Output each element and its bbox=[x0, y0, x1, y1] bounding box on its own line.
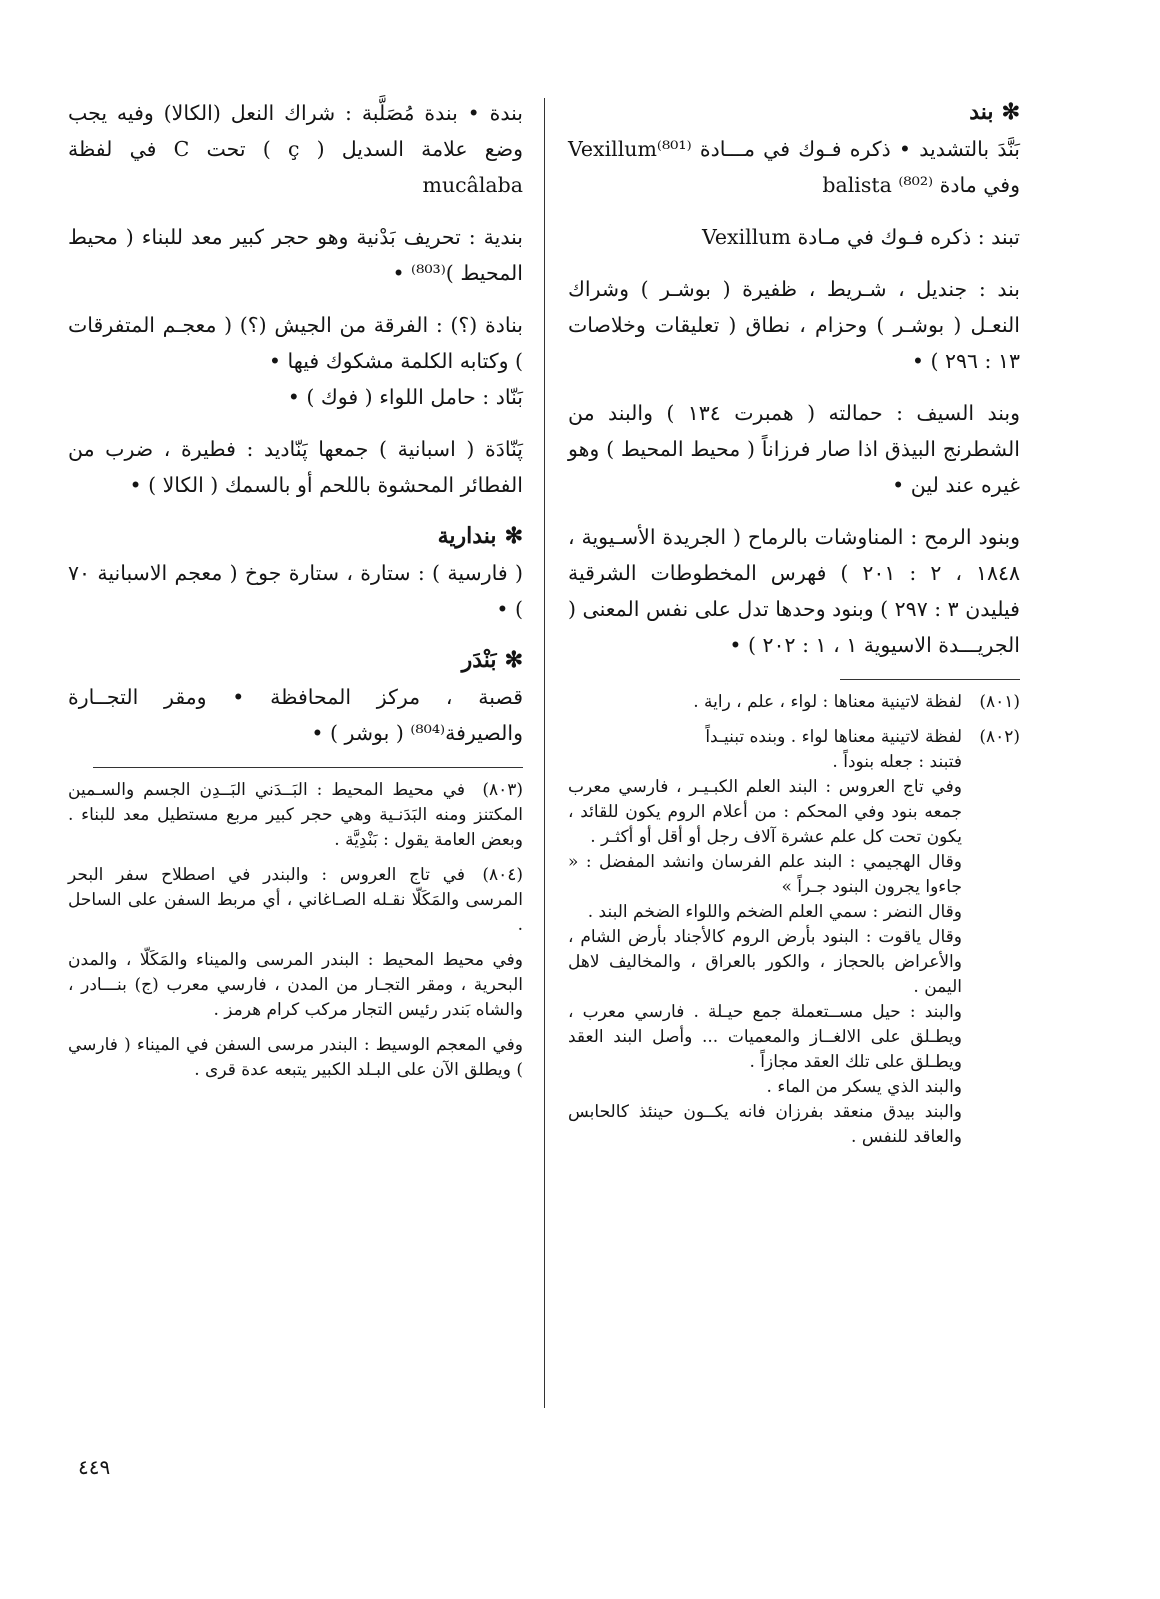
headword-bandar: ✻بَنْدَر bbox=[461, 647, 523, 673]
footnote-802-line: والبند : حيل مســتعملة جمع حيـلة . فارسي معرب ، ويطـلق على الالغــاز والمعميات ... وأصل البند العقد ويطـلق على تلك العقد مجازاً . bbox=[568, 1002, 962, 1072]
asterisk-icon: ✻ bbox=[504, 523, 523, 549]
footnote-804-continuation: وفي المعجم الوسيط : البندر مرسى السفن في الميناء ( فارسي ) ويطلق الآن على البـلد الكبير يتبعه عدة قرى . bbox=[68, 1035, 523, 1080]
footnote-802-line: وفي تاج العروس : البند العلم الكبـيـر ، فارسي معرب جمعه بنود وفي المحكم : من أعلام الروم يكون للقائد ، يكون تحت كل علم عشرة آلاف رجل أو أقل أو أكثـر . bbox=[568, 777, 962, 847]
entry-band-sword: وبند السيف : حمالته ( همبرت ١٣٤ ) والبند من الشطرنج البيذق اذا صار فرزاناً ( محيط المحيط ) وهو غيره عند لين • bbox=[568, 401, 1021, 497]
entry-bandiya: بندية : تحريف بَدْنية وهو حجر كبير معد للبناء ( محيط المحيط )⁽⁸⁰³⁾ • bbox=[68, 225, 523, 285]
entry-tabannud: تبند : ذكره فـوك في مـادة Vexillum bbox=[701, 225, 1020, 249]
footnote-802: (٨٠٢)لفظة لاتينية معناها لواء . وبنده تبنيـداً bbox=[705, 727, 1020, 747]
entry-bannada: بَنَّدَ بالتشديد • ذكره فـوك في مـــادة Vexillum⁽⁸⁰¹⁾ وفي مادة balista ⁽⁸⁰²⁾ bbox=[568, 137, 1020, 197]
entry-bandar: قصبة ، مركز المحافظة • ومقر التجــارة والصيرفة⁽⁸⁰⁴⁾ ( بوشر ) • bbox=[68, 685, 523, 745]
headword-band: ✻بند bbox=[969, 99, 1020, 125]
footnote-802-line: وقال النضر : سمي العلم الضخم واللواء الضخم البند . bbox=[587, 902, 962, 922]
entry-bannad: بَنّاد : حامل اللواء ( فوك ) • bbox=[287, 385, 523, 409]
footnote-804: (٨٠٤)في تاج العروس : والبندر في اصطلاح سفر البحر المرسى والمَكَلّا نقـله الصـاغاني ، أي مربط السفن على الساحل . bbox=[68, 865, 523, 935]
entry-banada: بنادة (؟) : الفرقة من الجيش (؟) ( معجـم المتفرقات ) وكتابه الكلمة مشكوك فيها • bbox=[68, 313, 523, 373]
asterisk-icon: ✻ bbox=[504, 647, 523, 673]
footnote-803: (٨٠٣)في محيط المحيط : البَــدَني البَــدِن الجسم والسـمين المكتنز ومنه البَدَنـية وهي حجر كبير مربع مستطيل معد للبناء . وبعض العامة يقول : بَنْدِيَّة . bbox=[68, 780, 523, 850]
footnote-802-line: وقال ياقوت : البنود بأرض الروم كالأجناد بأرض الشام ، والأعراض بالحجاز ، والكور بالعراق ، والمخاليف لاهل اليمن . bbox=[568, 927, 962, 997]
right-column bbox=[568, 95, 1020, 1150]
footnote-802-line: والبند بيدق منعقد بفرزان فانه يكــون حينئذ كالحابس والعاقد للنفس . bbox=[568, 1102, 962, 1147]
footnote-801: (٨٠١)لفظة لاتينية معناها : لواء ، علم ، راية . bbox=[693, 692, 1020, 712]
page-number: ٤٤٩ bbox=[78, 1455, 111, 1479]
footnote-rule bbox=[93, 767, 523, 768]
asterisk-icon: ✻ bbox=[1001, 99, 1020, 125]
footnote-802-line: والبند الذي يسكر من الماء . bbox=[766, 1077, 962, 1097]
entry-bunud-spear: وبنود الرمح : المناوشات بالرماح ( الجريدة الأسـيوية ، ١٨٤٨ ، ٢ : ٢٠١ ) فهرس المخطوطات الشرقية فيليدن ٣ : ٢٩٧ ) وبنود وحدها تدل على نفس المعنى ( الجريـــدة الاسيوية ١ ، ١ : ٢٠٢ ) • bbox=[568, 525, 1020, 657]
entry-band-strap: بند : جنديل ، شـريط ، ظفيرة ( بوشـر ) وشراك النعـل ( بوشـر ) وحزام ، نطاق ( تعليقات وخلاصات ١٣ : ٢٩٦ ) • bbox=[568, 277, 1020, 373]
headword-bandariya: ✻بندارية bbox=[437, 523, 523, 549]
footnote-804-continuation: وفي محيط المحيط : البندر المرسى والميناء والمَكَلّا ، والمدن البحرية ، ومقر التجـار من المدن ، فارسي معرب (ج) بنـــادر ، والشاه بَندر رئيس التجار مركب كرام هرمز . bbox=[68, 950, 523, 1020]
entry-bandariya: ( فارسية ) : ستارة ، ستارة جوخ ( معجم الاسبانية ٧٠ ) • bbox=[68, 561, 523, 621]
left-column bbox=[68, 95, 523, 1093]
column-divider bbox=[544, 98, 545, 1408]
footnote-rule bbox=[840, 679, 1020, 680]
footnote-802-line: فتبند : جعله بنوداً . bbox=[832, 752, 962, 772]
entry-banda: بندة • بندة مُصَلَّبة : شراك النعل (الكالا) وفيه يجب وضع علامة السديل ( ç ) تحت C في لفظة mucâlaba bbox=[68, 101, 524, 197]
footnote-802-line: وقال الهجيمي : البند علم الفرسان وانشد المفضل : « جاءوا يجرون البنود جـراً » bbox=[568, 852, 962, 897]
entry-pannada: پَنّادَة ( اسبانية ) جمعها پَنّاديد : فطيرة ، ضرب من الفطائر المحشوة باللحم أو بالسمك ( الكالا ) • bbox=[68, 437, 523, 497]
